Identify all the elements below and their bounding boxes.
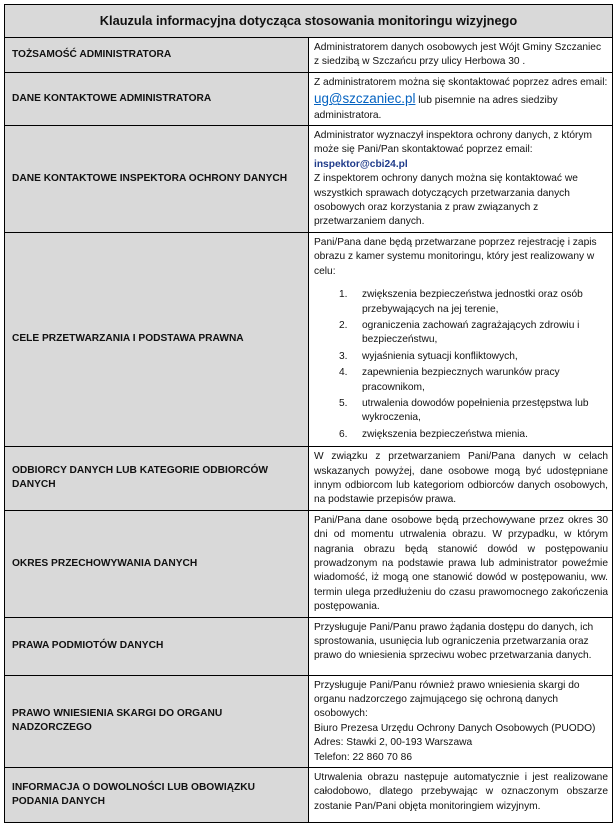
row-label-complaint-right: PRAWO WNIESIENIA SKARGI DO ORGANU NADZORCZEGO	[5, 675, 309, 767]
document-title: Klauzula informacyjna dotycząca stosowania monitoringu wizyjnego	[5, 5, 613, 38]
table-row	[5, 126, 613, 233]
dpo-email-link[interactable]: inspektor@cbi24.pl	[314, 158, 408, 170]
supervisory-authority-phone: Telefon: 22 860 70 86	[314, 751, 412, 763]
row-label-administrator-contact: DANE KONTAKTOWE ADMINISTRATORA	[5, 72, 309, 125]
purposes-intro: Pani/Pana dane będą przetwarzane poprzez rejestrację i zapis obrazu z kamer systemu monitoringu, który jest realizowany w celu:	[314, 236, 597, 277]
list-item-text: ograniczenia zachowań zagrażających zdrowiu i bezpieczeństwu,	[362, 319, 580, 346]
administrator-contact-suffix: lub pisemnie na adres siedziby administratora.	[314, 95, 558, 121]
table-row	[5, 510, 613, 617]
row-value-administrator-contact	[309, 72, 613, 125]
purposes-list	[314, 288, 608, 442]
list-item-number: 5.	[339, 397, 348, 409]
table-row	[5, 72, 613, 125]
title-row	[5, 5, 613, 38]
dpo-contact-scope: Z inspektorem ochrony danych można się kontaktować we wszystkich sprawach dotyczących przetwarzania danych osobowych oraz korzystania z praw związanych z przetwarzaniem danych.	[314, 173, 578, 228]
administrator-contact-text: Z administratorem można się skontaktować poprzez adres email:	[314, 76, 608, 88]
row-label-dpo-contact: DANE KONTAKTOWE INSPEKTORA OCHRONY DANYCH	[5, 126, 309, 233]
supervisory-authority-address: Adres: Stawki 2, 00-193 Warszawa	[314, 737, 473, 749]
administrator-email-link[interactable]: ug@szczaniec.pl	[314, 91, 416, 107]
row-value-retention: Pani/Pana dane osobowe będą przechowywane przez okres 30 dni od momentu utrwalenia obrazu. W przypadku, w którym nagrania obrazu będą stanowić dowód w postępowaniu prowadzonym na podstawie prawa lub administrator poweźmie wiadomość, iż mogą one stanowić dowód w postępowaniu, ww. termin ulega przedłużeniu do czasu prawomocnego zakończenia postępowania.	[309, 510, 613, 617]
row-value-dpo-contact	[309, 126, 613, 233]
list-item-text: zwiększenia bezpieczeństwa jednostki oraz osób przebywających na jej terenie,	[362, 289, 583, 315]
row-label-purposes: CELE PRZETWARZANIA I PODSTAWA PRAWNA	[5, 232, 309, 446]
row-label-data-subject-rights: PRAWA PODMIOTÓW DANYCH	[5, 617, 309, 675]
list-item-text: zwiększenia bezpieczeństwa mienia.	[362, 428, 528, 440]
row-value-voluntariness: Utrwalenia obrazu następuje automatycznie i jest realizowane całodobowo, dlatego przebywając w oznaczonym obszarze zostanie Pan/Pani objęta monitoringiem wizyjnym.	[309, 768, 613, 823]
list-item	[339, 319, 608, 348]
row-label-recipients: ODBIORCY DANYCH LUB KATEGORIE ODBIORCÓW DANYCH	[5, 447, 309, 511]
list-item	[339, 288, 608, 317]
table-row	[5, 675, 613, 767]
list-item-number: 4.	[339, 367, 348, 379]
list-item	[339, 397, 608, 426]
row-label-administrator-identity: TOŻSAMOŚĆ ADMINISTRATORA	[5, 38, 309, 73]
list-item-number: 3.	[339, 350, 348, 362]
dpo-contact-text: Administrator wyznaczył inspektora ochrony danych, z którym może się Pani/Pan skontaktować poprzez email:	[314, 130, 592, 156]
list-item-number: 1.	[339, 289, 348, 301]
row-value-administrator-identity: Administratorem danych osobowych jest Wójt Gminy Szczaniec z siedzibą w Szczańcu przy ulicy Herbowa 30 .	[309, 38, 613, 73]
list-item-number: 2.	[339, 319, 348, 331]
row-label-voluntariness: INFORMACJA O DOWOLNOŚCI LUB OBOWIĄZKU PODANIA DANYCH	[5, 768, 309, 823]
row-value-purposes	[309, 232, 613, 446]
table-row	[5, 447, 613, 511]
list-item-number: 6.	[339, 428, 348, 440]
clause-table	[4, 4, 613, 823]
row-value-data-subject-rights: Przysługuje Pani/Panu prawo żądania dostępu do danych, ich sprostowania, usunięcia lub ograniczenia przetwarzania oraz prawo do wniesienia sprzeciwu wobec przetwarzania danych.	[309, 617, 613, 675]
list-item	[339, 366, 608, 395]
table-row	[5, 617, 613, 675]
list-item-text: zapewnienia bezpiecznych warunków pracy pracownikom,	[362, 367, 560, 393]
table-row	[5, 232, 613, 446]
table-row	[5, 768, 613, 823]
row-label-retention: OKRES PRZECHOWYWANIA DANYCH	[5, 510, 309, 617]
table-row	[5, 38, 613, 73]
list-item	[339, 428, 608, 442]
list-item-text: wyjaśnienia sytuacji konfliktowych,	[362, 350, 518, 362]
supervisory-authority-name: Biuro Prezesa Urzędu Ochrony Danych Osobowych (PUODO)	[314, 722, 596, 734]
list-item	[339, 350, 608, 364]
complaint-intro: Przysługuje Pani/Panu również prawo wniesienia skargi do organu nadzorczego zajmującego się ochroną danych osobowych:	[314, 679, 580, 720]
information-clause-document	[4, 4, 613, 823]
row-value-recipients: W związku z przetwarzaniem Pani/Pana danych w celach wskazanych powyżej, dane osobowe mogą być udostępniane innym odbiorcom lub kategoriom odbiorców danych osobowych, na podstawie przepisów prawa.	[309, 447, 613, 511]
row-value-complaint-right	[309, 675, 613, 767]
list-item-text: utrwalenia dowodów popełnienia przestępstwa lub wykroczenia,	[362, 397, 589, 424]
